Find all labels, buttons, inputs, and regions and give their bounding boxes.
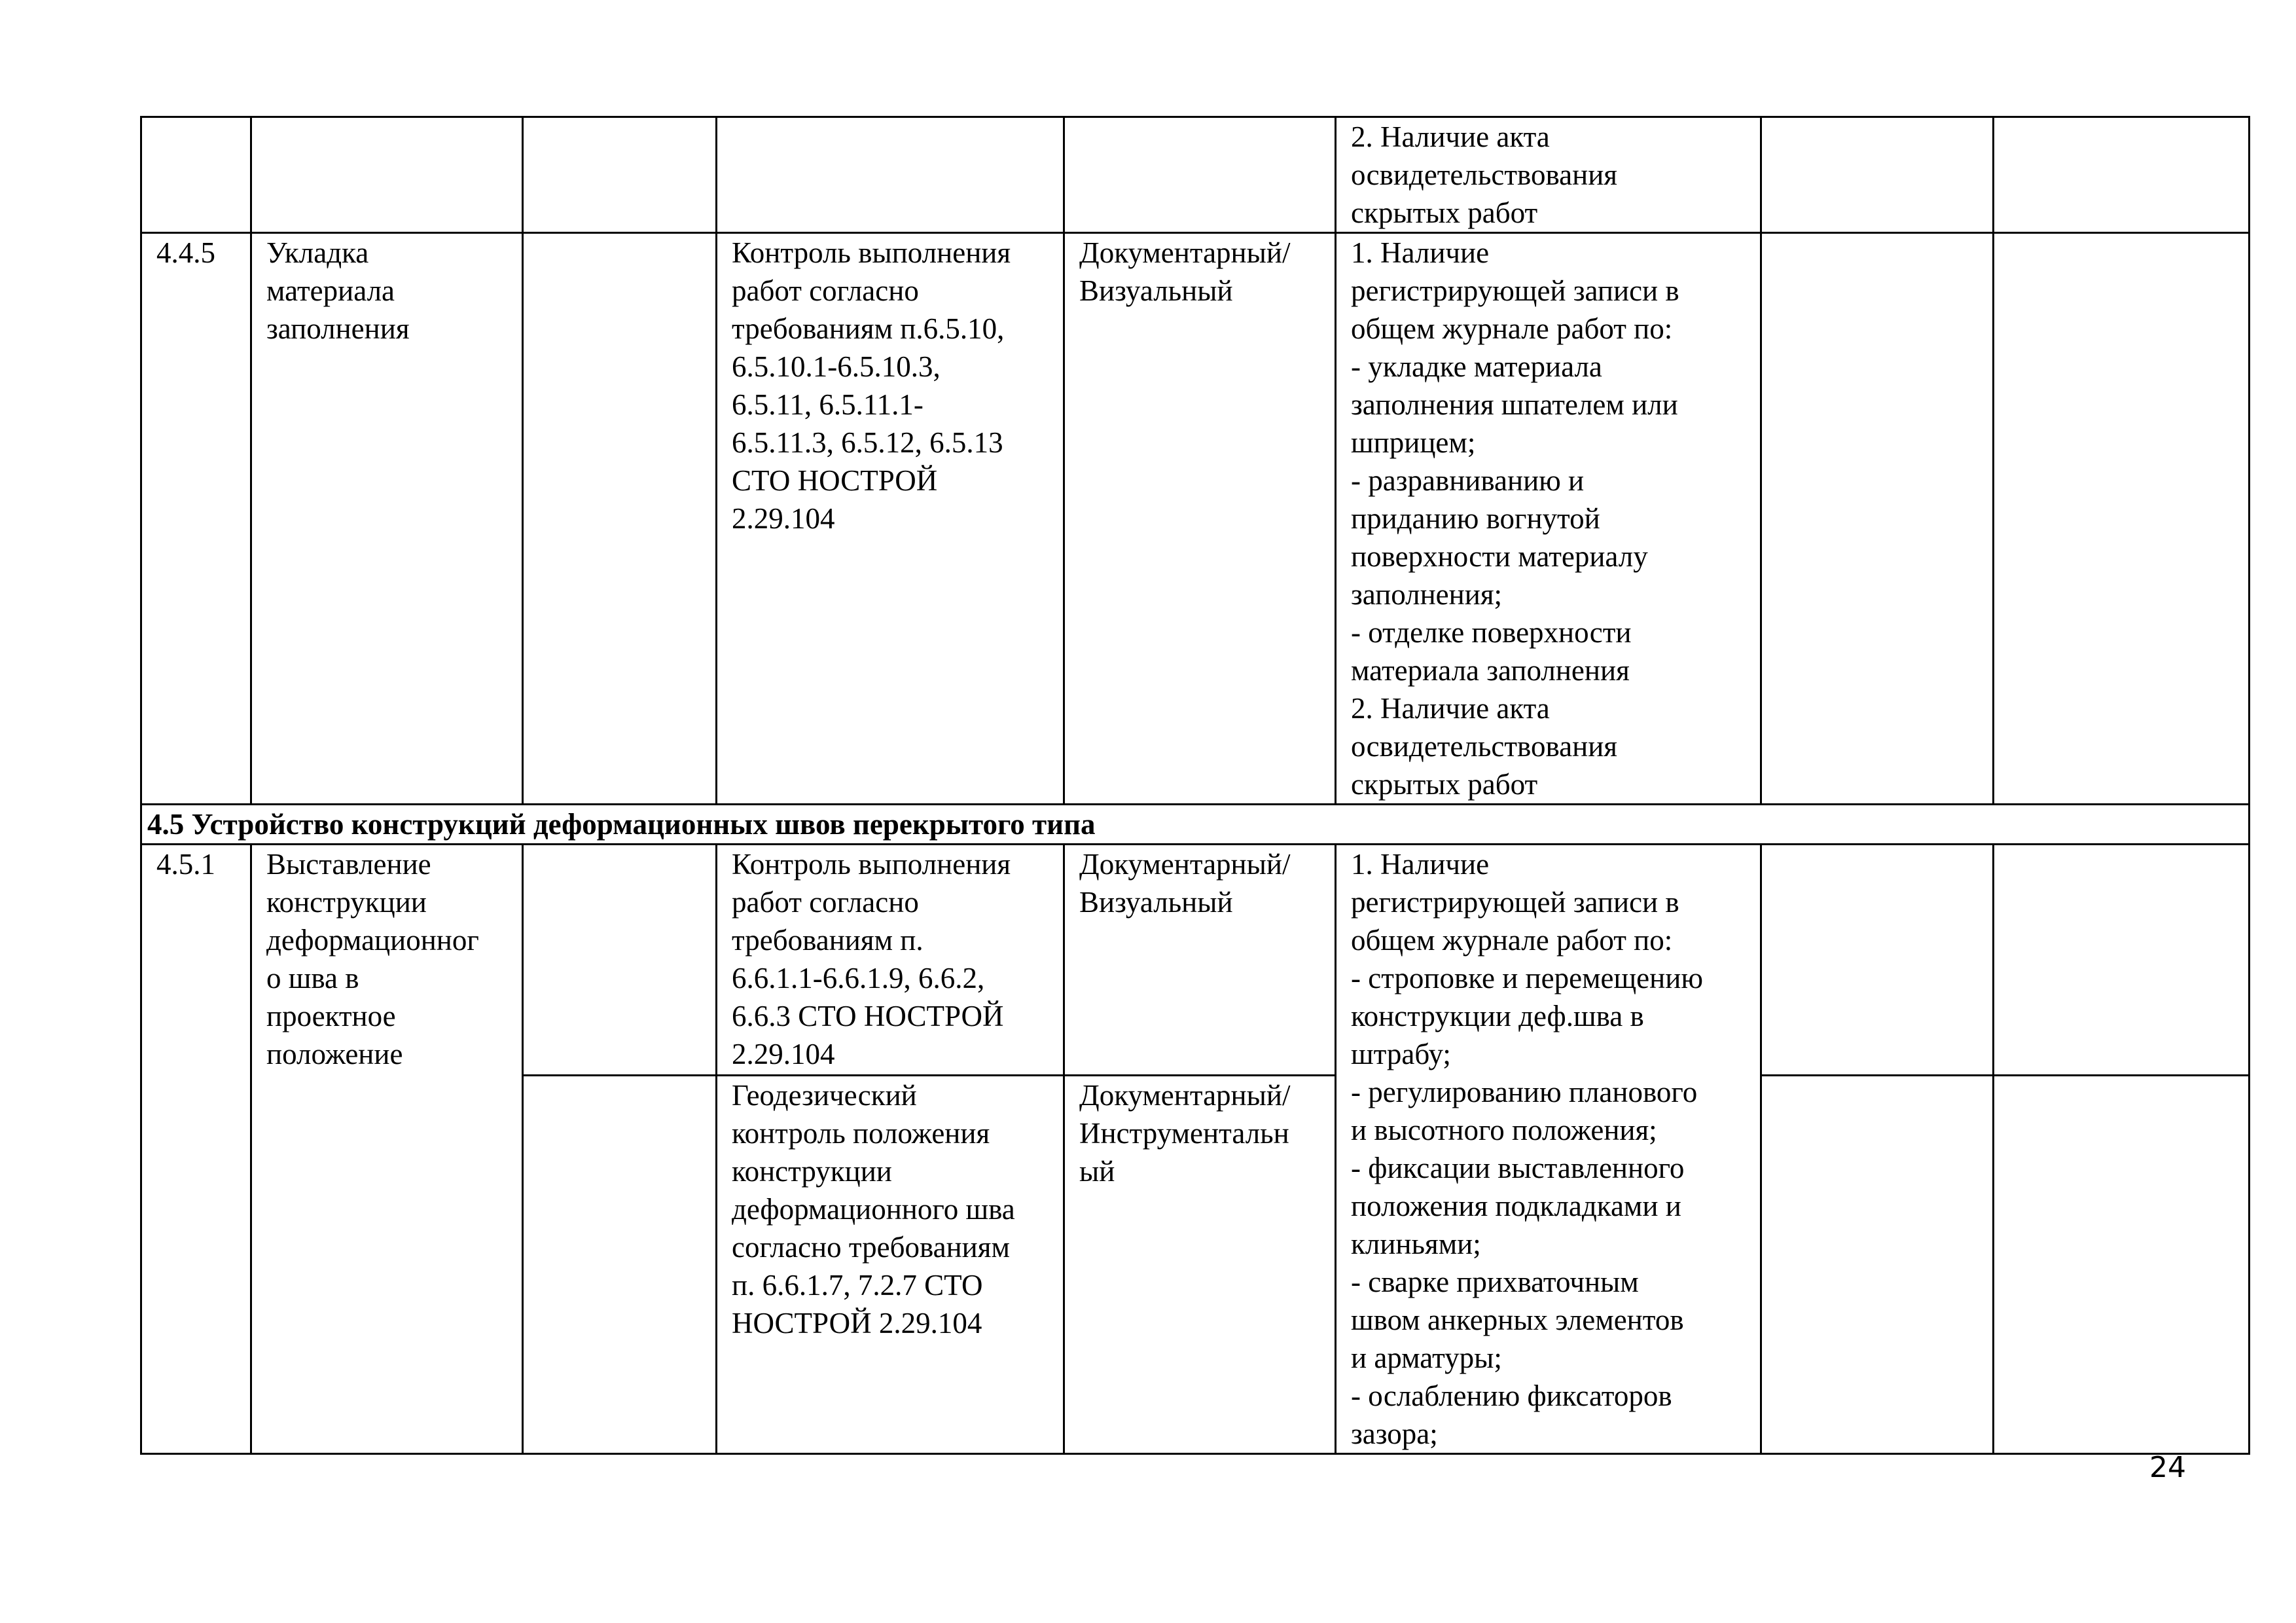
cell-empty <box>523 233 717 805</box>
cell-content: Контроль выполнения работ согласно требованиям п.6.5.10, 6.5.10.1-6.5.10.3, 6.5.11, 6.5.11.1- 6.5.11.3, 6.5.12, 6.5.13 СТО НОСТРОЙ 2.29.104 <box>717 233 1064 805</box>
page-number: 24 <box>2149 1451 2186 1484</box>
cell-num <box>141 117 251 233</box>
cell-num: 4.5.1 <box>141 845 251 1454</box>
cell-requirements: 1. Наличие регистрирующей записи в общем журнале работ по: - укладке материала заполнения шпателем или шприцем; - разравниванию и приданию вогнутой поверхности материалу заполнения; - отделке поверхности материала заполнения 2. Наличие акта освидетельствования скрытых работ <box>1336 233 1761 805</box>
cell-method: Документарный/ Инструментальн ый <box>1064 1075 1336 1453</box>
cell-method: Документарный/ Визуальный <box>1064 845 1336 1076</box>
cell-extra-2 <box>1994 117 2250 233</box>
cell-extra-1 <box>1761 117 1994 233</box>
cell-empty <box>523 117 717 233</box>
cell-name <box>251 117 523 233</box>
cell-method <box>1064 117 1336 233</box>
cell-extra-1 <box>1761 845 1994 1076</box>
cell-empty <box>523 1075 717 1453</box>
cell-requirements: 1. Наличие регистрирующей записи в общем журнале работ по: - строповке и перемещению конструкции деф.шва в штрабу; - регулированию планового и высотного положения; - фиксации выставленного положения подкладками и клиньями; - сварке прихваточным швом анкерных элементов и арматуры; - ослаблению фиксаторов зазора; <box>1336 845 1761 1454</box>
cell-method: Документарный/ Визуальный <box>1064 233 1336 805</box>
cell-extra-2 <box>1994 845 2250 1076</box>
table-row-4-4-5 <box>141 233 2250 805</box>
cell-num: 4.4.5 <box>141 233 251 805</box>
quality-control-table <box>140 116 2250 1455</box>
table-row-4-5-1-a <box>141 845 2250 1076</box>
section-header-row <box>141 805 2250 845</box>
cell-name: Выставление конструкции деформационног о шва в проектное положение <box>251 845 523 1454</box>
cell-content: Контроль выполнения работ согласно требованиям п. 6.6.1.1-6.6.1.9, 6.6.2, 6.6.3 СТО НОСТРОЙ 2.29.104 <box>717 845 1064 1076</box>
cell-content: Геодезический контроль положения конструкции деформационного шва согласно требованиям п. 6.6.1.7, 7.2.7 СТО НОСТРОЙ 2.29.104 <box>717 1075 1064 1453</box>
table-row-continuation <box>141 117 2250 233</box>
cell-extra-1 <box>1761 233 1994 805</box>
cell-extra-1 <box>1761 1075 1994 1453</box>
cell-content <box>717 117 1064 233</box>
cell-extra-2 <box>1994 1075 2250 1453</box>
cell-extra-2 <box>1994 233 2250 805</box>
cell-name: Укладка материала заполнения <box>251 233 523 805</box>
cell-requirements: 2. Наличие акта освидетельствования скрытых работ <box>1336 117 1761 233</box>
cell-empty <box>523 845 717 1076</box>
section-title: 4.5 Устройство конструкций деформационных швов перекрытого типа <box>141 805 2250 845</box>
